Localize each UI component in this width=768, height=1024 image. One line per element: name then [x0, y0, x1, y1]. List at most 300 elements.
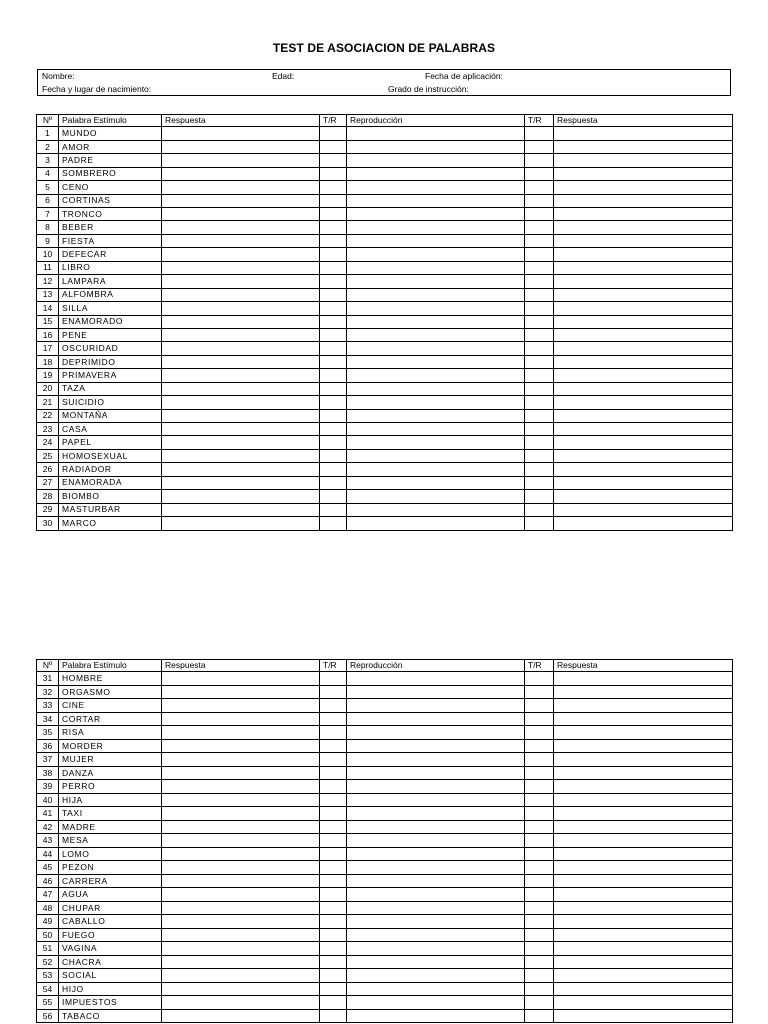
reaction-time-cell-2[interactable]: [525, 248, 554, 261]
row-number: 16: [37, 328, 59, 341]
reproduction-cell[interactable]: [347, 766, 525, 780]
reaction-time-cell-2[interactable]: [525, 194, 554, 207]
reaction-time-cell[interactable]: [320, 996, 347, 1010]
reproduction-cell[interactable]: [347, 355, 525, 368]
reaction-time-cell[interactable]: [320, 847, 347, 861]
response-cell[interactable]: [162, 901, 320, 915]
reaction-time-cell-2[interactable]: [525, 127, 554, 140]
reaction-time-cell-2[interactable]: [525, 288, 554, 301]
reproduction-cell[interactable]: [347, 807, 525, 821]
response-cell[interactable]: [162, 369, 320, 382]
response-cell[interactable]: [162, 181, 320, 194]
response-cell-2[interactable]: [554, 807, 733, 821]
response-cell[interactable]: [162, 955, 320, 969]
reaction-time-cell-2[interactable]: [525, 221, 554, 234]
reproduction-cell[interactable]: [347, 127, 525, 140]
response-cell-2[interactable]: [554, 517, 733, 530]
reproduction-cell[interactable]: [347, 449, 525, 462]
reaction-time-cell-2[interactable]: [525, 342, 554, 355]
reproduction-cell[interactable]: [347, 208, 525, 221]
reproduction-cell[interactable]: [347, 928, 525, 942]
reaction-time-cell-2[interactable]: [525, 328, 554, 341]
response-cell[interactable]: [162, 982, 320, 996]
reaction-time-cell[interactable]: [320, 793, 347, 807]
response-cell[interactable]: [162, 780, 320, 794]
reproduction-cell[interactable]: [347, 942, 525, 956]
reproduction-cell[interactable]: [347, 699, 525, 713]
reaction-time-cell[interactable]: [320, 766, 347, 780]
reaction-time-cell-2[interactable]: [525, 739, 554, 753]
reaction-time-cell-2[interactable]: [525, 780, 554, 794]
reaction-time-cell-2[interactable]: [525, 503, 554, 516]
reaction-time-cell[interactable]: [320, 208, 347, 221]
response-cell-2[interactable]: [554, 874, 733, 888]
response-cell-2[interactable]: [554, 140, 733, 153]
response-cell[interactable]: [162, 753, 320, 767]
response-cell-2[interactable]: [554, 834, 733, 848]
reaction-time-cell-2[interactable]: [525, 423, 554, 436]
reaction-time-cell-2[interactable]: [525, 847, 554, 861]
response-cell-2[interactable]: [554, 261, 733, 274]
response-cell[interactable]: [162, 436, 320, 449]
stimulus-word: DEPRIMIDO: [59, 355, 162, 368]
reproduction-cell[interactable]: [347, 915, 525, 929]
response-cell-2[interactable]: [554, 915, 733, 929]
table-row: [37, 807, 733, 821]
reaction-time-cell[interactable]: [320, 807, 347, 821]
reaction-time-cell[interactable]: [320, 726, 347, 740]
response-cell-2[interactable]: [554, 712, 733, 726]
reaction-time-cell-2[interactable]: [525, 140, 554, 153]
response-cell-2[interactable]: [554, 208, 733, 221]
reaction-time-cell[interactable]: [320, 328, 347, 341]
reaction-time-cell-2[interactable]: [525, 942, 554, 956]
row-number: 54: [37, 982, 59, 996]
response-cell[interactable]: [162, 969, 320, 983]
response-cell[interactable]: [162, 315, 320, 328]
reproduction-cell[interactable]: [347, 685, 525, 699]
reaction-time-cell-2[interactable]: [525, 315, 554, 328]
response-cell-2[interactable]: [554, 342, 733, 355]
reaction-time-cell[interactable]: [320, 685, 347, 699]
reaction-time-cell[interactable]: [320, 248, 347, 261]
reaction-time-cell-2[interactable]: [525, 275, 554, 288]
response-cell[interactable]: [162, 248, 320, 261]
reproduction-cell[interactable]: [347, 275, 525, 288]
response-cell-2[interactable]: [554, 847, 733, 861]
reaction-time-cell-2[interactable]: [525, 712, 554, 726]
response-cell[interactable]: [162, 726, 320, 740]
reaction-time-cell-2[interactable]: [525, 208, 554, 221]
reaction-time-cell[interactable]: [320, 355, 347, 368]
reproduction-cell[interactable]: [347, 328, 525, 341]
reproduction-cell[interactable]: [347, 888, 525, 902]
reproduction-cell[interactable]: [347, 342, 525, 355]
reaction-time-cell-2[interactable]: [525, 409, 554, 422]
response-cell-2[interactable]: [554, 409, 733, 422]
reaction-time-cell[interactable]: [320, 780, 347, 794]
reaction-time-cell[interactable]: [320, 955, 347, 969]
response-cell[interactable]: [162, 140, 320, 153]
stimulus-word: SUICIDIO: [59, 396, 162, 409]
reaction-time-cell-2[interactable]: [525, 517, 554, 530]
reaction-time-cell-2[interactable]: [525, 928, 554, 942]
reproduction-cell[interactable]: [347, 476, 525, 489]
reproduction-cell[interactable]: [347, 969, 525, 983]
reaction-time-cell-2[interactable]: [525, 463, 554, 476]
reproduction-cell[interactable]: [347, 396, 525, 409]
response-cell[interactable]: [162, 712, 320, 726]
response-cell[interactable]: [162, 463, 320, 476]
reproduction-cell[interactable]: [347, 726, 525, 740]
reaction-time-cell[interactable]: [320, 901, 347, 915]
response-cell-2[interactable]: [554, 955, 733, 969]
response-cell-2[interactable]: [554, 302, 733, 315]
reaction-time-cell-2[interactable]: [525, 382, 554, 395]
reproduction-cell[interactable]: [347, 739, 525, 753]
reaction-time-cell-2[interactable]: [525, 234, 554, 247]
response-cell[interactable]: [162, 503, 320, 516]
response-cell-2[interactable]: [554, 463, 733, 476]
reaction-time-cell[interactable]: [320, 369, 347, 382]
reaction-time-cell[interactable]: [320, 423, 347, 436]
reaction-time-cell[interactable]: [320, 861, 347, 875]
reaction-time-cell[interactable]: [320, 712, 347, 726]
reaction-time-cell-2[interactable]: [525, 955, 554, 969]
reproduction-cell[interactable]: [347, 248, 525, 261]
reaction-time-cell-2[interactable]: [525, 490, 554, 503]
response-cell-2[interactable]: [554, 793, 733, 807]
reaction-time-cell-2[interactable]: [525, 820, 554, 834]
response-cell[interactable]: [162, 739, 320, 753]
reaction-time-cell-2[interactable]: [525, 834, 554, 848]
response-cell[interactable]: [162, 261, 320, 274]
response-cell[interactable]: [162, 221, 320, 234]
reaction-time-cell-2[interactable]: [525, 915, 554, 929]
response-cell-2[interactable]: [554, 315, 733, 328]
reaction-time-cell[interactable]: [320, 449, 347, 462]
response-cell[interactable]: [162, 517, 320, 530]
reproduction-cell[interactable]: [347, 436, 525, 449]
response-cell-2[interactable]: [554, 766, 733, 780]
reproduction-cell[interactable]: [347, 793, 525, 807]
reproduction-cell[interactable]: [347, 369, 525, 382]
reaction-time-cell[interactable]: [320, 672, 347, 686]
reaction-time-cell[interactable]: [320, 234, 347, 247]
reaction-time-cell-2[interactable]: [525, 154, 554, 167]
reaction-time-cell-2[interactable]: [525, 726, 554, 740]
response-cell[interactable]: [162, 685, 320, 699]
table-header-row: [37, 660, 733, 672]
reaction-time-cell-2[interactable]: [525, 167, 554, 180]
reaction-time-cell[interactable]: [320, 969, 347, 983]
response-cell-2[interactable]: [554, 726, 733, 740]
response-cell-2[interactable]: [554, 820, 733, 834]
reaction-time-cell-2[interactable]: [525, 449, 554, 462]
response-cell[interactable]: [162, 154, 320, 167]
reaction-time-cell-2[interactable]: [525, 982, 554, 996]
response-cell-2[interactable]: [554, 780, 733, 794]
reproduction-cell[interactable]: [347, 820, 525, 834]
reaction-time-cell[interactable]: [320, 476, 347, 489]
reaction-time-cell-2[interactable]: [525, 753, 554, 767]
reproduction-cell[interactable]: [347, 780, 525, 794]
reaction-time-cell[interactable]: [320, 302, 347, 315]
response-cell[interactable]: [162, 449, 320, 462]
reaction-time-cell[interactable]: [320, 167, 347, 180]
reaction-time-cell[interactable]: [320, 753, 347, 767]
table-row: [37, 167, 733, 180]
reproduction-cell[interactable]: [347, 409, 525, 422]
response-cell-2[interactable]: [554, 861, 733, 875]
response-cell[interactable]: [162, 302, 320, 315]
table-row: [37, 234, 733, 247]
response-cell-2[interactable]: [554, 685, 733, 699]
reaction-time-cell-2[interactable]: [525, 672, 554, 686]
reaction-time-cell[interactable]: [320, 154, 347, 167]
reaction-time-cell-2[interactable]: [525, 874, 554, 888]
response-cell[interactable]: [162, 328, 320, 341]
reproduction-cell[interactable]: [347, 181, 525, 194]
reproduction-cell[interactable]: [347, 140, 525, 153]
reaction-time-cell[interactable]: [320, 436, 347, 449]
reproduction-cell[interactable]: [347, 490, 525, 503]
reproduction-cell[interactable]: [347, 463, 525, 476]
reproduction-cell[interactable]: [347, 221, 525, 234]
header-reproduccion: Reproducción: [347, 660, 525, 672]
reaction-time-cell[interactable]: [320, 409, 347, 422]
row-number: 5: [37, 181, 59, 194]
response-cell-2[interactable]: [554, 672, 733, 686]
reaction-time-cell-2[interactable]: [525, 901, 554, 915]
reaction-time-cell-2[interactable]: [525, 807, 554, 821]
response-cell[interactable]: [162, 275, 320, 288]
response-cell-2[interactable]: [554, 476, 733, 489]
response-cell[interactable]: [162, 996, 320, 1010]
response-cell-2[interactable]: [554, 275, 733, 288]
reaction-time-cell-2[interactable]: [525, 355, 554, 368]
reproduction-cell[interactable]: [347, 315, 525, 328]
reaction-time-cell[interactable]: [320, 928, 347, 942]
reproduction-cell[interactable]: [347, 861, 525, 875]
response-cell-2[interactable]: [554, 355, 733, 368]
reaction-time-cell-2[interactable]: [525, 766, 554, 780]
response-cell[interactable]: [162, 793, 320, 807]
reaction-time-cell-2[interactable]: [525, 996, 554, 1010]
reproduction-cell[interactable]: [347, 503, 525, 516]
response-cell[interactable]: [162, 834, 320, 848]
reaction-time-cell[interactable]: [320, 140, 347, 153]
response-cell-2[interactable]: [554, 503, 733, 516]
reaction-time-cell[interactable]: [320, 834, 347, 848]
response-cell[interactable]: [162, 288, 320, 301]
reproduction-cell[interactable]: [347, 1009, 525, 1023]
reaction-time-cell[interactable]: [320, 261, 347, 274]
reproduction-cell[interactable]: [347, 288, 525, 301]
response-cell-2[interactable]: [554, 396, 733, 409]
response-cell[interactable]: [162, 942, 320, 956]
response-cell-2[interactable]: [554, 248, 733, 261]
response-cell-2[interactable]: [554, 194, 733, 207]
reaction-time-cell-2[interactable]: [525, 436, 554, 449]
reaction-time-cell[interactable]: [320, 942, 347, 956]
reproduction-cell[interactable]: [347, 423, 525, 436]
reproduction-cell[interactable]: [347, 874, 525, 888]
response-cell[interactable]: [162, 699, 320, 713]
reproduction-cell[interactable]: [347, 996, 525, 1010]
response-cell[interactable]: [162, 490, 320, 503]
response-cell[interactable]: [162, 847, 320, 861]
response-cell-2[interactable]: [554, 234, 733, 247]
reaction-time-cell[interactable]: [320, 888, 347, 902]
reproduction-cell[interactable]: [347, 753, 525, 767]
stimulus-word: MONTAÑA: [59, 409, 162, 422]
reaction-time-cell-2[interactable]: [525, 1009, 554, 1023]
response-cell-2[interactable]: [554, 154, 733, 167]
reaction-time-cell[interactable]: [320, 315, 347, 328]
table-header-row: [37, 115, 733, 127]
reaction-time-cell-2[interactable]: [525, 685, 554, 699]
response-cell-2[interactable]: [554, 221, 733, 234]
reproduction-cell[interactable]: [347, 382, 525, 395]
reaction-time-cell[interactable]: [320, 490, 347, 503]
response-cell[interactable]: [162, 234, 320, 247]
reaction-time-cell[interactable]: [320, 288, 347, 301]
response-cell-2[interactable]: [554, 699, 733, 713]
response-cell-2[interactable]: [554, 127, 733, 140]
response-cell[interactable]: [162, 766, 320, 780]
table-row: [37, 1009, 733, 1023]
reproduction-cell[interactable]: [347, 834, 525, 848]
reaction-time-cell-2[interactable]: [525, 261, 554, 274]
reaction-time-cell-2[interactable]: [525, 181, 554, 194]
response-cell[interactable]: [162, 928, 320, 942]
response-cell-2[interactable]: [554, 888, 733, 902]
reaction-time-cell[interactable]: [320, 181, 347, 194]
row-number: 45: [37, 861, 59, 875]
stimulus-word: HIJO: [59, 982, 162, 996]
reaction-time-cell[interactable]: [320, 221, 347, 234]
reproduction-cell[interactable]: [347, 234, 525, 247]
reaction-time-cell[interactable]: [320, 503, 347, 516]
reaction-time-cell-2[interactable]: [525, 969, 554, 983]
response-cell-2[interactable]: [554, 436, 733, 449]
response-cell[interactable]: [162, 342, 320, 355]
reaction-time-cell[interactable]: [320, 342, 347, 355]
response-cell[interactable]: [162, 208, 320, 221]
response-cell[interactable]: [162, 476, 320, 489]
response-cell[interactable]: [162, 355, 320, 368]
row-number: 11: [37, 261, 59, 274]
response-cell[interactable]: [162, 409, 320, 422]
reproduction-cell[interactable]: [347, 194, 525, 207]
response-cell[interactable]: [162, 807, 320, 821]
response-cell-2[interactable]: [554, 1009, 733, 1023]
response-cell-2[interactable]: [554, 739, 733, 753]
reaction-time-cell[interactable]: [320, 275, 347, 288]
reaction-time-cell[interactable]: [320, 739, 347, 753]
response-cell[interactable]: [162, 382, 320, 395]
response-cell[interactable]: [162, 861, 320, 875]
response-cell[interactable]: [162, 915, 320, 929]
reproduction-cell[interactable]: [347, 672, 525, 686]
response-cell-2[interactable]: [554, 982, 733, 996]
reaction-time-cell-2[interactable]: [525, 793, 554, 807]
reaction-time-cell-2[interactable]: [525, 476, 554, 489]
reaction-time-cell[interactable]: [320, 127, 347, 140]
reaction-time-cell-2[interactable]: [525, 699, 554, 713]
stimulus-word: CORTAR: [59, 712, 162, 726]
reproduction-cell[interactable]: [347, 154, 525, 167]
response-cell-2[interactable]: [554, 490, 733, 503]
reaction-time-cell-2[interactable]: [525, 396, 554, 409]
response-cell[interactable]: [162, 194, 320, 207]
reaction-time-cell[interactable]: [320, 194, 347, 207]
reproduction-cell[interactable]: [347, 955, 525, 969]
reaction-time-cell-2[interactable]: [525, 888, 554, 902]
reproduction-cell[interactable]: [347, 901, 525, 915]
response-cell-2[interactable]: [554, 382, 733, 395]
response-cell-2[interactable]: [554, 969, 733, 983]
response-cell[interactable]: [162, 888, 320, 902]
table-row: [37, 248, 733, 261]
response-cell[interactable]: [162, 820, 320, 834]
response-cell[interactable]: [162, 167, 320, 180]
reaction-time-cell[interactable]: [320, 396, 347, 409]
reproduction-cell[interactable]: [347, 712, 525, 726]
reaction-time-cell[interactable]: [320, 1009, 347, 1023]
response-cell-2[interactable]: [554, 942, 733, 956]
response-cell-2[interactable]: [554, 288, 733, 301]
response-cell-2[interactable]: [554, 449, 733, 462]
response-cell-2[interactable]: [554, 369, 733, 382]
reaction-time-cell[interactable]: [320, 517, 347, 530]
reproduction-cell[interactable]: [347, 982, 525, 996]
reproduction-cell[interactable]: [347, 847, 525, 861]
response-cell-2[interactable]: [554, 901, 733, 915]
reaction-time-cell-2[interactable]: [525, 302, 554, 315]
reaction-time-cell-2[interactable]: [525, 369, 554, 382]
response-cell-2[interactable]: [554, 328, 733, 341]
response-cell[interactable]: [162, 127, 320, 140]
response-cell[interactable]: [162, 396, 320, 409]
response-cell[interactable]: [162, 1009, 320, 1023]
response-cell-2[interactable]: [554, 996, 733, 1010]
reaction-time-cell-2[interactable]: [525, 861, 554, 875]
reproduction-cell[interactable]: [347, 167, 525, 180]
reproduction-cell[interactable]: [347, 261, 525, 274]
response-cell[interactable]: [162, 423, 320, 436]
reproduction-cell[interactable]: [347, 302, 525, 315]
edad-label: Edad:: [272, 71, 295, 81]
response-cell[interactable]: [162, 874, 320, 888]
reaction-time-cell[interactable]: [320, 915, 347, 929]
table-row: [37, 942, 733, 956]
response-cell-2[interactable]: [554, 167, 733, 180]
response-cell[interactable]: [162, 672, 320, 686]
reaction-time-cell[interactable]: [320, 463, 347, 476]
response-cell-2[interactable]: [554, 181, 733, 194]
reaction-time-cell[interactable]: [320, 874, 347, 888]
response-cell-2[interactable]: [554, 423, 733, 436]
reaction-time-cell[interactable]: [320, 699, 347, 713]
response-cell-2[interactable]: [554, 928, 733, 942]
reproduction-cell[interactable]: [347, 517, 525, 530]
response-cell-2[interactable]: [554, 753, 733, 767]
reaction-time-cell[interactable]: [320, 382, 347, 395]
reaction-time-cell[interactable]: [320, 982, 347, 996]
reaction-time-cell[interactable]: [320, 820, 347, 834]
